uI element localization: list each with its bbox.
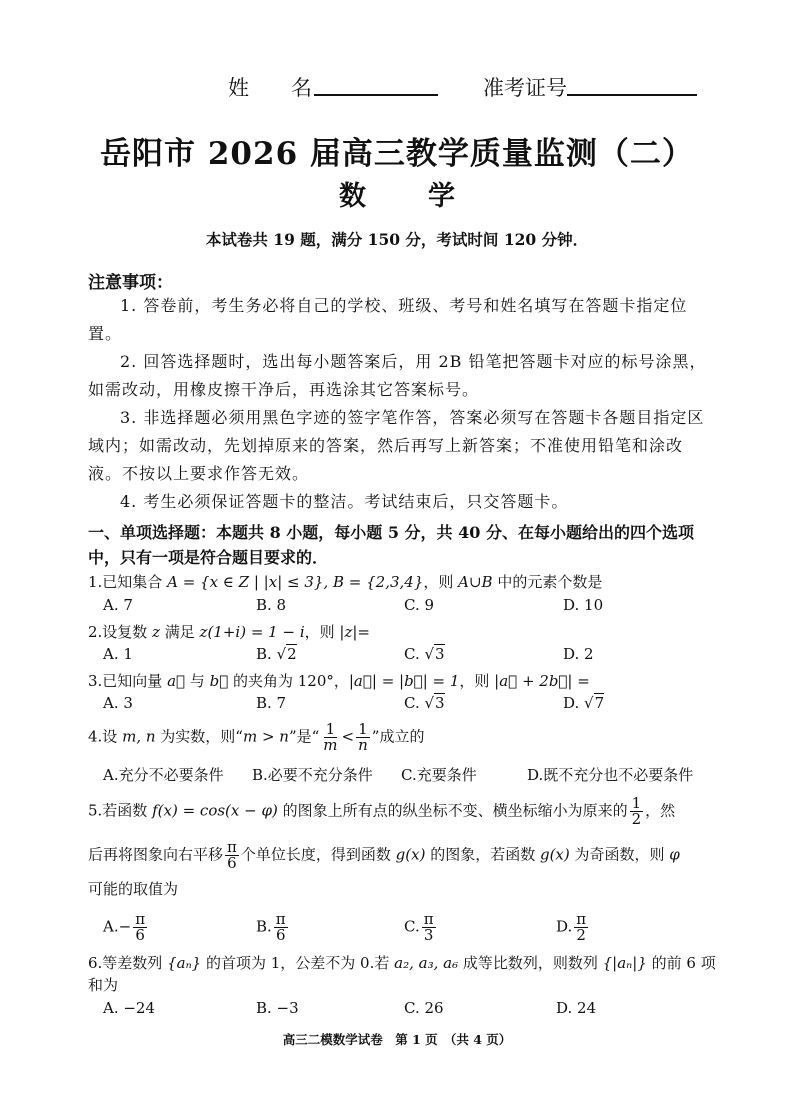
question-5-stem-line1: 5.若函数 f(x) = cos(x − φ) 的图象上所有点的纵坐标不变、横坐标缩小为原来的 $\frac{1}{2}$ ，然: [88, 794, 676, 828]
exam-id-label: 准考证号: [483, 76, 567, 100]
q2-option-a: A. 1: [103, 645, 133, 663]
q6-option-b: B. −3: [256, 999, 299, 1017]
notice-item-1: 1. 答卷前，考生务必将自己的学校、班级、考号和姓名填写在答题卡指定位置。: [88, 296, 688, 343]
q3-option-c: C. √3: [404, 694, 445, 712]
q2-option-d: D. 2: [563, 645, 594, 663]
subject-part1: 数: [339, 181, 366, 212]
q1-option-a: A. 7: [103, 596, 133, 614]
question-4-stem: 4.设 m, n 为实数，则“m > n”是“ $\frac{1}{m}$ < $\frac{1}{n}$ ”成立的: [88, 720, 425, 754]
q5-option-b: B. $\frac{\pi}{6}$: [256, 910, 286, 944]
q5-option-a: A.− $\frac{\pi}{6}$: [103, 910, 146, 944]
q3-option-a: A. 3: [103, 694, 133, 712]
question-6-stem-line2: 和为: [88, 976, 119, 994]
question-1-stem: 1.已知集合 A = {x ∈ Z | |x| ≤ 3}, B = {2,3,4}，则 A∪B 中的元素个数是: [88, 573, 603, 591]
q4-option-d: D.既不充分也不必要条件: [527, 766, 694, 784]
page-footer: 高三二模数学试卷 第 1 页 （共 4 页）: [282, 1032, 512, 1047]
q3-option-d: D. √7: [563, 694, 605, 712]
q4-option-a: A.充分不必要条件: [103, 766, 224, 784]
q1-option-b: B. 8: [256, 596, 287, 614]
subject-title: [0, 174, 794, 213]
question-5-stem-line2: 后再将图象向右平移 $\frac{\pi}{6}$ 个单位长度，得到函数 g(x) 的图象，若函数 g(x) 为奇函数，则 φ: [88, 838, 680, 872]
notice-item-2: 2. 回答选择题时，选出每小题答案后，用 2B 铅笔把答题卡对应的标号涂黑，如需改动，用橡皮擦干净后，再选涂其它答案标号。: [88, 352, 707, 399]
exam-intro: 本试卷共 19 题，满分 150 分，考试时间 120 分钟．: [205, 230, 589, 249]
section-1-heading: 一、单项选择题：本题共 8 小题，每小题 5 分，共 40 分、在每小题给出的四个选项中，只有一项是符合题目要求的．: [88, 523, 694, 567]
notice-heading: 注意事项：: [88, 273, 173, 293]
question-2-stem: 2.设复数 z 满足 z(1+i) = 1 − i，则 |z|=: [88, 623, 370, 641]
q2-option-b: B. √2: [256, 645, 297, 663]
exam-title: 岳阳市 2026 届高三教学质量监测（二）: [100, 136, 694, 172]
q4-option-b: B.必要不充分条件: [252, 766, 373, 784]
q6-option-a: A. −24: [103, 999, 156, 1017]
notice-item-3: 3. 非选择题必须用黑色字迹的签字笔作答，答案必须写在答题卡各题目指定区域内；如需改动，先划掉原来的答案，然后再写上新答案；不准使用铅笔和涂改液。不按以上要求作答无效。: [88, 408, 705, 483]
q2-option-c: C. √3: [404, 645, 445, 663]
q6-option-c: C. 26: [404, 999, 444, 1017]
exam-id-field[interactable]: [567, 72, 697, 96]
question-5-stem-line3: 可能的取值为: [88, 880, 179, 898]
q5-option-c: C. $\frac{\pi}{3}$: [404, 910, 434, 944]
q4-frac-m: $\frac{1}{m}$: [323, 720, 338, 754]
q3-option-b: B. 7: [256, 694, 287, 712]
question-6-stem-line1: 6.等差数列 {aₙ} 的首项为 1，公差不为 0.若 a₂, a₃, a₆ 成等比数列，则数列 {|aₙ|} 的前 6 项: [88, 954, 716, 972]
q5-option-d: D. $\frac{\pi}{2}$: [556, 910, 587, 944]
subject-part2: 学: [428, 181, 455, 212]
question-3-stem: 3.已知向量 a⃗ 与 b⃗ 的夹角为 120°，|a⃗| = |b⃗| = 1，则 |a⃗ + 2b⃗| =: [88, 672, 590, 690]
q6-option-d: D. 24: [556, 999, 597, 1017]
notice-item-4: 4. 考生必须保证答题卡的整洁。考试结束后，只交答题卡。: [120, 492, 569, 511]
q1-option-d: D. 10: [563, 596, 604, 614]
q4-option-c: C.充要条件: [401, 766, 477, 784]
name-label: 姓 名: [228, 76, 312, 100]
q4-frac-n: $\frac{1}{n}$: [358, 720, 368, 754]
name-field[interactable]: [314, 72, 438, 96]
q1-option-c: C. 9: [404, 596, 435, 614]
